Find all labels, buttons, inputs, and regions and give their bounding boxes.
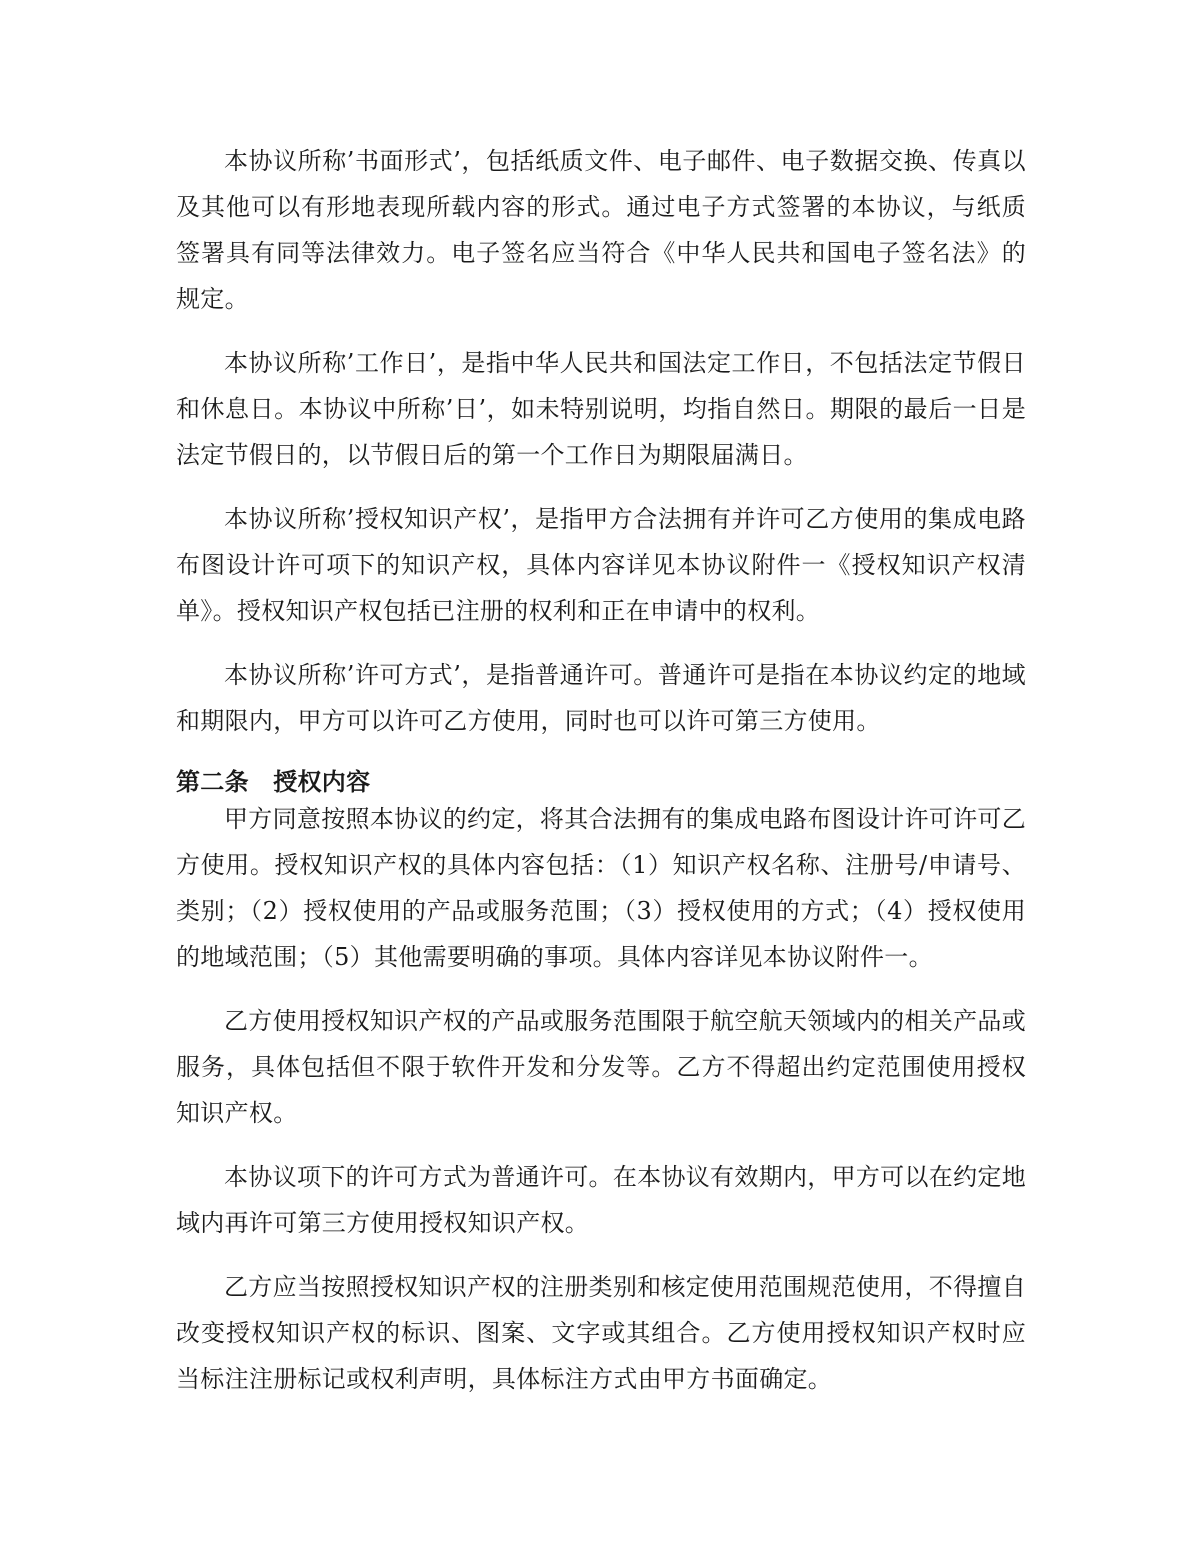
document-body — [176, 138, 1026, 1402]
section-heading-article-2: 第二条 授权内容 — [176, 768, 371, 796]
paragraph-working-day-definition: 本协议所称’工作日’，是指中华人民共和国法定工作日，不包括法定节假日和休息日。本协议中所称’日’，如未特别说明，均指自然日。期限的最后一日是法定节假日的，以节假日后的第一个工作日为期限届满日。 — [176, 349, 1026, 469]
paragraph-licensed-ip-definition: 本协议所称’授权知识产权’，是指甲方合法拥有并许可乙方使用的集成电路布图设计许可项下的知识产权，具体内容详见本协议附件一《授权知识产权清单》。授权知识产权包括已注册的权利和正在申请中的权利。 — [176, 505, 1026, 625]
paragraph-license-type: 本协议项下的许可方式为普通许可。在本协议有效期内，甲方可以在约定地域内再许可第三方使用授权知识产权。 — [176, 1163, 1026, 1237]
paragraph-authorization-content: 甲方同意按照本协议的约定，将其合法拥有的集成电路布图设计许可许可乙方使用。授权知识产权的具体内容包括：（1）知识产权名称、注册号/申请号、类别；（2）授权使用的产品或服务范围；（3）授权使用的方式；（4）授权使用的地域范围；（5）其他需要明确的事项。具体内容详见本协议附件一。 — [176, 805, 1026, 971]
paragraph-license-mode-definition: 本协议所称’许可方式’，是指普通许可。普通许可是指在本协议约定的地域和期限内，甲方可以许可乙方使用，同时也可以许可第三方使用。 — [176, 661, 1026, 735]
paragraph-usage-scope: 乙方使用授权知识产权的产品或服务范围限于航空航天领域内的相关产品或服务，具体包括但不限于软件开发和分发等。乙方不得超出约定范围使用授权知识产权。 — [176, 1007, 1026, 1127]
paragraph-usage-norms: 乙方应当按照授权知识产权的注册类别和核定使用范围规范使用，不得擅自改变授权知识产权的标识、图案、文字或其组合。乙方使用授权知识产权时应当标注注册标记或权利声明，具体标注方式由甲方书面确定。 — [176, 1273, 1026, 1393]
paragraph-written-form-definition: 本协议所称’书面形式’，包括纸质文件、电子邮件、电子数据交换、传真以及其他可以有形地表现所载内容的形式。通过电子方式签署的本协议，与纸质签署具有同等法律效力。电子签名应当符合《中华人民共和国电子签名法》的规定。 — [176, 147, 1026, 313]
